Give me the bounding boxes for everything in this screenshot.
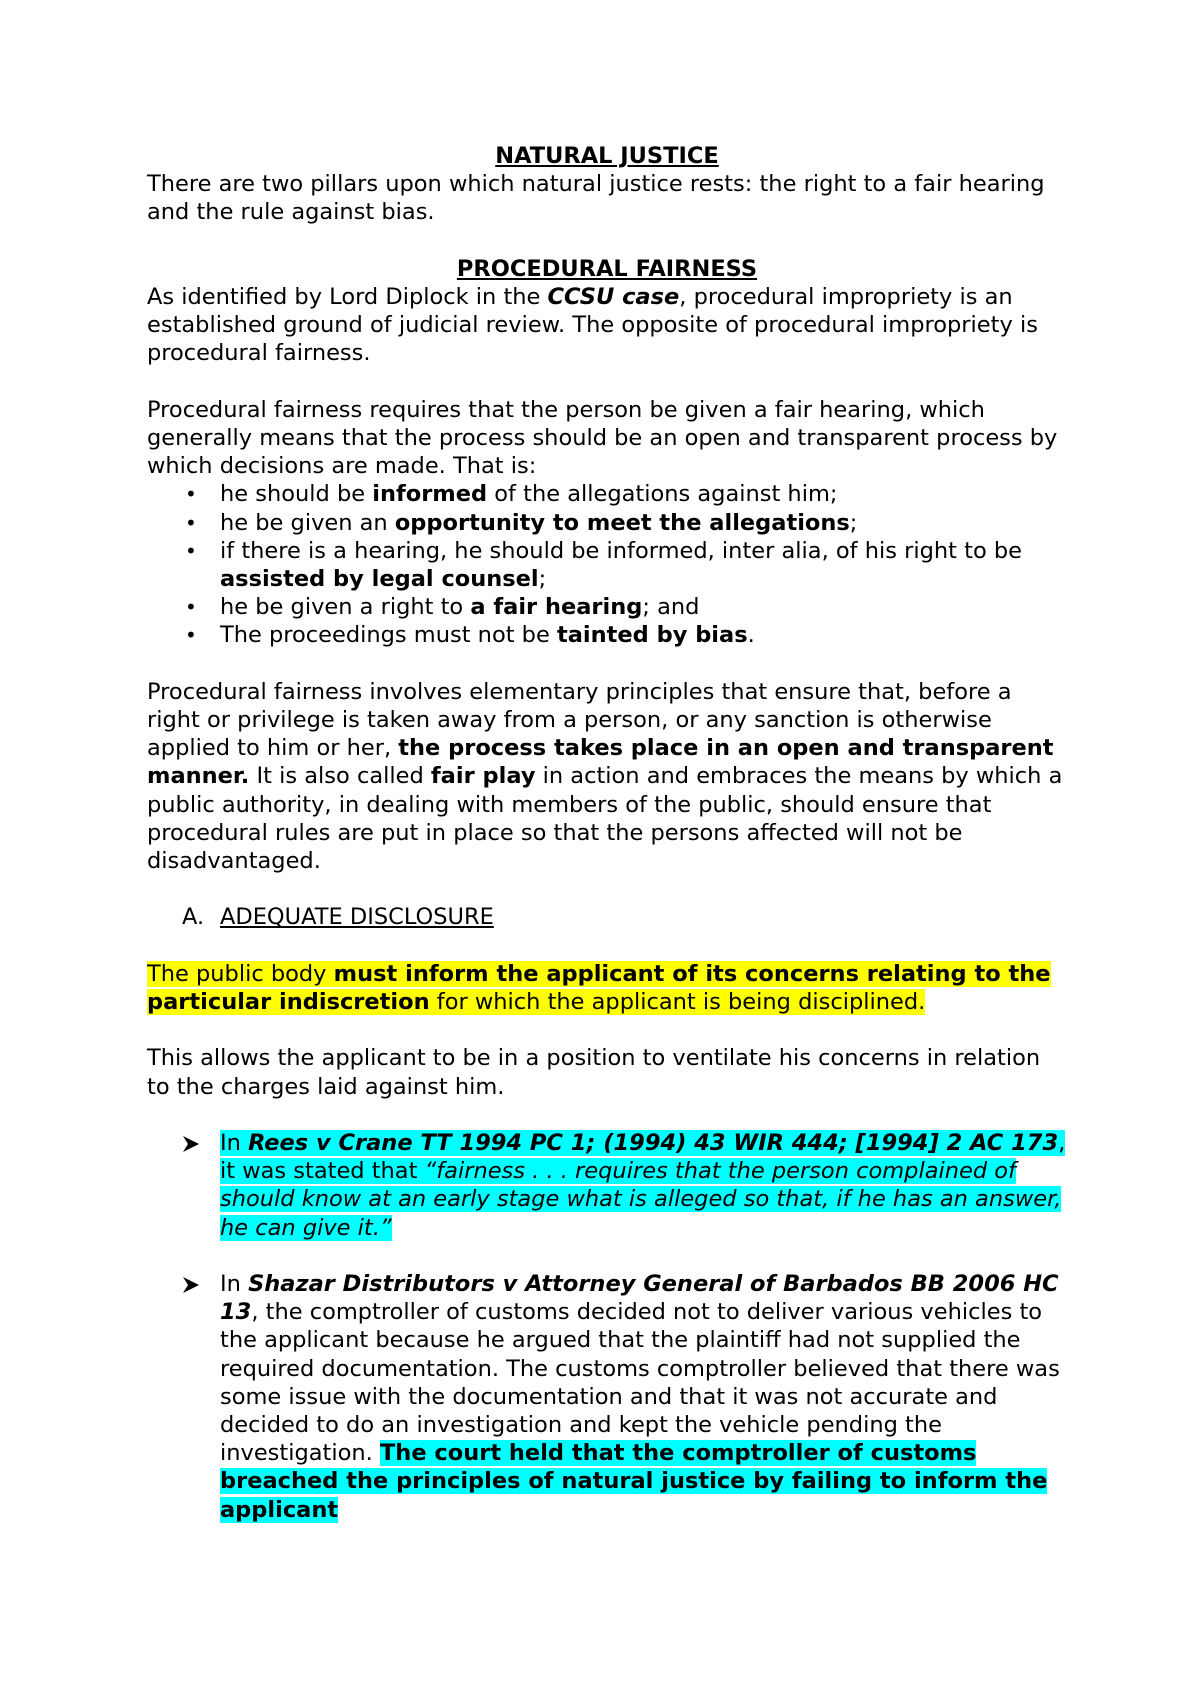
text-run: he should be <box>220 481 373 508</box>
list-item <box>147 621 1067 649</box>
text-run: , the comptroller of customs decided not to deliver various vehicles to the applicant because he argued that the plaintiff had not supplied the required documentation. The customs comptroller believed that there was some issue with the documentation and that it was not accurate and decided to do an investigation and kept the vehicle pending the investigation. <box>220 1299 1060 1467</box>
paragraph-inform-applicant <box>147 960 1067 1016</box>
bold-text: fair play <box>430 763 536 790</box>
text-run: In <box>220 1271 249 1297</box>
highlighted-bold-text: must inform the applicant of its concerns relating to the particular indiscretion <box>147 960 1051 1016</box>
highlighted-bold-text: The court held that the comptroller of customs breached the principles of natural justice by failing to inform the applicant <box>220 1440 1048 1523</box>
text-run: he be given a right to <box>220 594 471 621</box>
text-run: of the allegations against him; <box>487 481 838 508</box>
text-run: in action and embraces the means by which a public authority, in dealing with members of the public, should ensure that procedural rules are put in place so that the persons affected will not be disadvantaged. <box>147 763 1063 875</box>
section-letter: A. <box>182 904 205 931</box>
text-run: ; and <box>642 594 700 621</box>
text-run: ; <box>849 509 858 536</box>
text-run: ; <box>538 566 547 593</box>
list-item <box>147 480 1067 508</box>
case-citation: Shazar Distributors v Attorney General of Barbados BB 2006 HC 13 <box>220 1271 1059 1326</box>
paragraph-ventilate-concerns: This allows the applicant to be in a position to ventilate his concerns in relation to the charges laid against him. <box>147 1045 1041 1100</box>
text-run: The proceedings must not be <box>220 622 557 649</box>
case-quote: “fairness . . . requires that the person complained of should know at an early stage what is alleged so that, if he has an answer, he can give it.” <box>220 1158 1062 1241</box>
text-run: . <box>747 622 755 649</box>
bullet-icon: • <box>185 595 197 620</box>
highlighted-text: , it was stated that <box>220 1130 1066 1185</box>
bold-text: opportunity to meet the allegations <box>394 509 850 536</box>
bullet-icon: • <box>185 482 197 507</box>
paragraph-ccsu <box>147 283 1067 368</box>
paragraph-fair-hearing: Procedural fairness requires that the person be given a fair hearing, which generally means that the process should be an open and transparent process by which decisions are made. That is: <box>147 396 1058 480</box>
section-heading-adequate-disclosure <box>147 903 1067 931</box>
section-label: ADEQUATE DISCLOSURE <box>220 904 494 931</box>
highlighted-text: The public body <box>147 960 334 987</box>
bold-text: a fair hearing <box>470 594 643 621</box>
text-run: if there is a hearing, he should be informed, inter alia, of his right to be <box>220 537 1023 564</box>
bold-text: informed <box>372 481 488 508</box>
bullet-icon: • <box>185 510 197 535</box>
bullet-icon: • <box>185 623 197 648</box>
heading-procedural-fairness: PROCEDURAL FAIRNESS <box>456 255 758 282</box>
bullet-icon: • <box>185 538 197 563</box>
list-item <box>147 593 1067 621</box>
case-citation: Rees v Crane TT 1994 PC 1; (1994) 43 WIR 444; [1994] 2 AC 173 <box>248 1130 1059 1156</box>
highlighted-text: for which the applicant is being disciplined. <box>429 989 926 1016</box>
document-page <box>147 142 1067 1524</box>
text-run: As identified by Lord Diplock in the <box>147 284 548 310</box>
intro-paragraph: There are two pillars upon which natural justice rests: the right to a fair hearing and the rule against bias. <box>147 171 1045 226</box>
arrowhead-bullet-icon <box>182 1276 200 1294</box>
paragraph-elementary-principles <box>147 678 1067 875</box>
list-item <box>147 509 1067 537</box>
text-run: he be given an <box>220 509 395 536</box>
arrowhead-bullet-icon <box>182 1135 200 1153</box>
heading-natural-justice: NATURAL JUSTICE <box>495 143 719 169</box>
list-item <box>147 537 1067 593</box>
requirements-list <box>147 480 1067 649</box>
case-item-shazar-distributors <box>147 1270 1067 1524</box>
bold-text: tainted by bias <box>556 622 748 649</box>
bold-text: assisted by legal counsel <box>220 566 539 593</box>
highlighted-text: In <box>220 1130 249 1156</box>
text-run: Procedural fairness involves elementary principles that ensure that, before a right or privilege is taken away from a person, or any sanction is otherwise applied to him or her, <box>147 678 1012 762</box>
bold-text: the process takes place in an open and transparent manner. <box>147 735 1054 790</box>
text-run: It is also called <box>249 763 431 790</box>
case-name-ccsu: CCSU case <box>547 284 680 310</box>
case-item-rees-v-crane <box>147 1129 1067 1242</box>
text-run: , procedural impropriety is an established ground of judicial review. The opposite of procedural impropriety is procedural fairness. <box>147 284 1038 367</box>
